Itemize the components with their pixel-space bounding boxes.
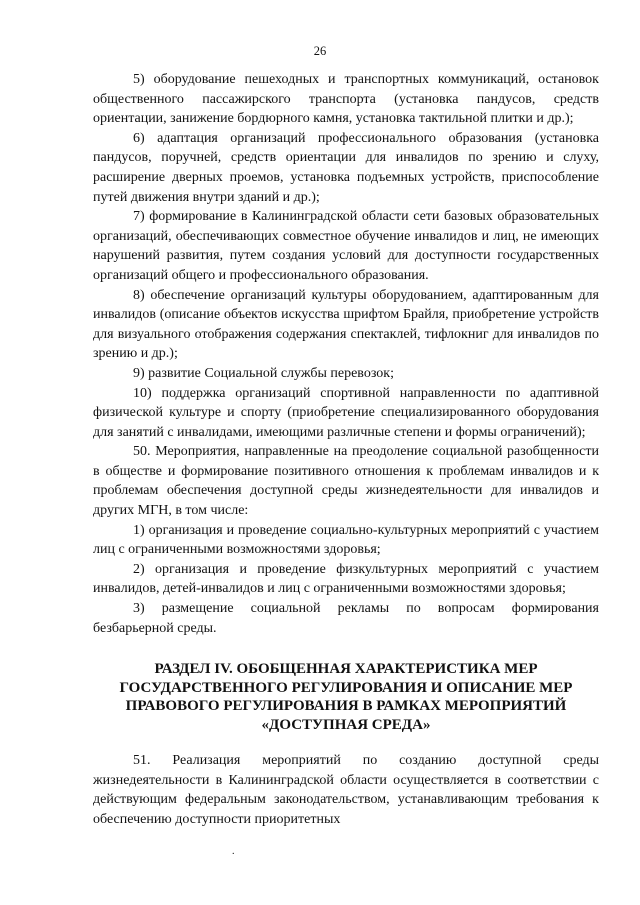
list-item: 5) оборудование пешеходных и транспортных коммуникаций, остановок общественного пассажирского транспорта (установка пандусов, средств ориентации, занижение бордюрного камня, установка тактильной плитки и др.);	[93, 72, 599, 127]
paragraph: 51. Реализация мероприятий по созданию доступной среды жизнедеятельности в Калининградской области осуществляется в соответствии с действующим федеральным законодательством, устанавливающим требования к обеспечению доступности приоритетных	[93, 753, 599, 827]
list-item: 8) обеспечение организаций культуры оборудованием, адаптированным для инвалидов (описание объектов искусства шрифтом Брайля, приобретение устройств для визуального отображения содержания спектаклей, тифлокниг для инвалидов по зрению и др.);	[93, 287, 599, 362]
list-item: 3) размещение социальной рекламы по вопросам формирования безбарьерной среды.	[93, 601, 599, 636]
list-item: 7) формирование в Калининградской области сети базовых образовательных организаций, обеспечивающих совместное обучение инвалидов и лиц, не имеющих нарушений развития, путем создания условий для доступности государственных организаций общего и профессионального образования.	[93, 209, 599, 283]
list-item: 1) организация и проведение социально-культурных мероприятий с участием лиц с ограниченными возможностями здоровья;	[93, 522, 599, 558]
list-item: 10) поддержка организаций спортивной направленности по адаптивной физической культуре и спорту (приобретение специализированного оборудования для занятий с инвалидами, имеющими различные степени и формы ограничений);	[93, 385, 599, 440]
list-item: 2) организация и проведение физкультурных мероприятий с участием инвалидов, детей-инвалидов и лиц с ограниченными возможностями здоровья;	[93, 561, 599, 597]
section-heading: РАЗДЕЛ IV. ОБОБЩЕННАЯ ХАРАКТЕРИСТИКА МЕР ГОСУДАРСТВЕННОГО РЕГУЛИРОВАНИЯ И ОПИСАНИЕ МЕР ПРАВОВОГО РЕГУЛИРОВАНИЯ В РАМКАХ МЕРОПРИЯТИЙ «ДОСТУПНАЯ СРЕДА»	[119, 661, 573, 733]
list-item: 6) адаптация организаций профессионального образования (установка пандусов, поручней, средств ориентации для инвалидов по зрению и слуху, расширение дверных проемов, установка подъемных устройств, приспособление путей движения внутри зданий и др.);	[93, 130, 599, 205]
body-text	[93, 70, 599, 830]
list-item: 9) развитие Социальной службы перевозок;	[133, 365, 394, 381]
page-number: 26	[313, 44, 327, 58]
footer-mark: .	[232, 846, 235, 857]
paragraph: 50. Мероприятия, направленные на преодоление социальной разобщенности в обществе и формирование позитивного отношения к проблемам инвалидов и к проблемам обеспечения доступной среды жизнедеятельности для инвалидов и других МГН, в том числе:	[93, 444, 599, 519]
